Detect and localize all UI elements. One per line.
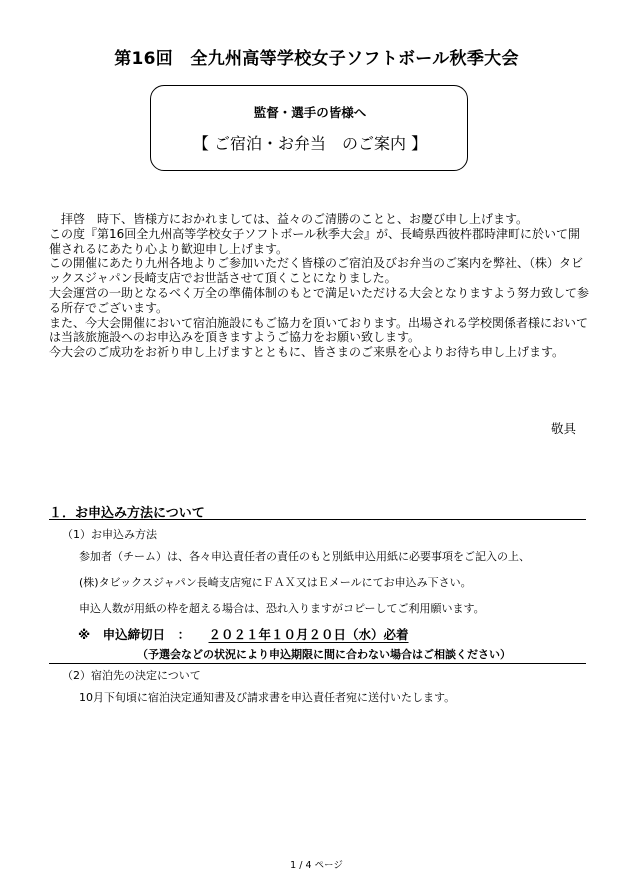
deadline-label: ※ 申込締切日 ： — [78, 627, 191, 642]
page-number: 1 / 4 ページ — [290, 860, 343, 871]
box-subtitle: 監督・選手の皆様へ — [253, 105, 367, 120]
deadline-row — [78, 625, 409, 643]
subsection-title: （1）お申込み方法 — [62, 528, 157, 541]
body-paragraph: 今大会のご成功をお祈り申し上げますとともに、皆さまのご来県を心よりお待ち申し上げます。 — [49, 345, 565, 360]
closing-word: 敬具 — [550, 421, 576, 436]
section-heading: １．お申込み方法について — [49, 506, 205, 521]
instruction-line: 10月下旬頃に宿泊決定通知書及び請求書を申込責任者宛に送付いたします。 — [79, 691, 456, 704]
deadline-date: ２０２１年１０月２０日（水）必着 — [208, 627, 409, 642]
notice-box — [150, 85, 468, 171]
instruction-line: 参加者（チーム）は、各々申込責任者の責任のもと別紙申込用紙に必要事項をご記入の上、 — [79, 550, 530, 563]
instruction-line: 申込人数が用紙の枠を超える場合は、恐れ入りますがコピーしてご利用願います。 — [79, 602, 485, 615]
subsection-title: （2）宿泊先の決定について — [62, 669, 201, 682]
greeting-body — [49, 212, 589, 360]
deadline-note: （予選会などの状況により申込期限に間に合わない場合はご相談ください） — [137, 648, 511, 661]
subsection-divider — [49, 663, 586, 664]
body-paragraph: この度『第16回全九州高等学校女子ソフトボール秋季大会』が、長崎県西彼杵郡時津町に於いて開催されるにあたり心より歓迎申し上げます。 — [49, 226, 581, 256]
box-heading: 【 ご宿泊・お弁当 のご案内 】 — [192, 134, 428, 153]
instruction-line: (株)タビックスジャパン長崎支店宛にＦＡＸ又はＥメールにてお申込み下さい。 — [79, 576, 472, 589]
body-paragraph: また、今大会開催において宿泊施設にもご協力を頂いております。出場される学校関係者様においては当該旅施設へのお申込みを頂きますようご協力をお願い致します。 — [49, 315, 589, 345]
body-paragraph: 大会運営の一助となるべく万全の準備体制のもとで満足いただける大会となりますよう努力致して参る所存でございます。 — [49, 285, 590, 315]
section-divider — [49, 519, 586, 520]
body-paragraph: 拝啓 時下、皆様方におかれましては、益々のご清勝のことと、お慶び申し上げます。 — [49, 212, 529, 226]
page-title: 第16回 全九州高等学校女子ソフトボール秋季大会 — [114, 49, 519, 69]
body-paragraph: この開催にあたり九州各地よりご参加いただく皆様のご宿泊及びお弁当のご案内を弊社、（株）タビックスジャパン長崎支店でお世話させて頂くことになりました。 — [49, 256, 584, 286]
